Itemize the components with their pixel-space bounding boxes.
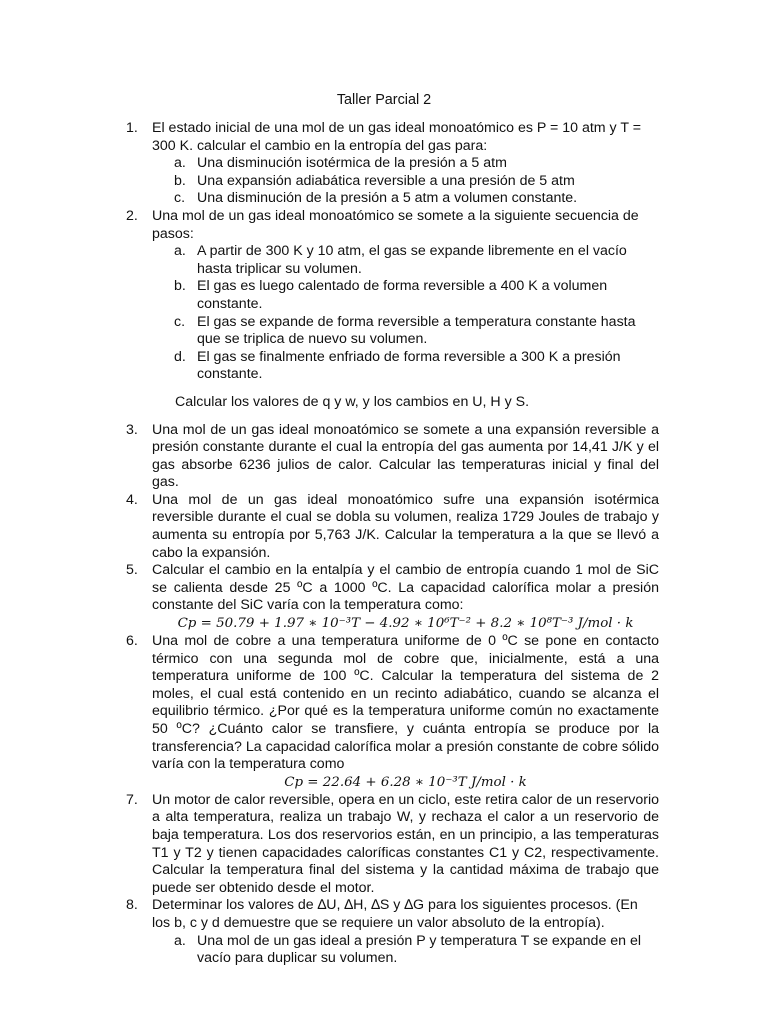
problem-number: 6. (126, 633, 138, 650)
problem-8 (0, 897, 659, 932)
problem-text: Calcular el cambio en la entalpía y el cambio de entropía cuando 1 mol de SiC se calienta desde 25 ºC a 1000 ºC. La capacidad calorífica molar a presión constante del SiC varía con la temperatura como: (152, 562, 659, 614)
problem-1 (0, 120, 659, 155)
problem-number: 7. (126, 791, 138, 808)
part-text: Una disminución isotérmica de la presión a 5 atm (197, 155, 507, 172)
heat-capacity-formula-copper: Cp = 22.64 + 6.28 ∗ 10⁻³T J/mol · k (284, 774, 527, 790)
part-text: El gas se finalmente enfriado de forma reversible a 300 K a presión constante. (197, 348, 621, 383)
problem-8-part-a (0, 933, 659, 968)
part-text: Una expansión adiabática reversible a una presión de 5 atm (197, 172, 575, 189)
problem-text: Una mol de un gas ideal monoatómico se somete a una expansión reversible a presión constante durante el cual la entropía del gas aumenta por 14,41 J/K y el gas absorbe 6236 julios de calor. Calcular las temperaturas inicial y final del gas. (152, 421, 659, 491)
problem-number: 3. (126, 421, 138, 438)
problem-2-part-d (0, 349, 659, 384)
part-letter: d. (174, 348, 186, 365)
problem-text: Determinar los valores de ∆U, ∆H, ∆S y ∆G para los siguientes procesos. (En los b, c y d demuestre que se requiere un valor absoluto de la entropía). (152, 897, 638, 931)
part-letter: b. (174, 172, 186, 189)
problem-number: 8. (126, 897, 138, 914)
part-text: A partir de 300 K y 10 atm, el gas se expande libremente en el vacío hasta triplicar su volumen. (197, 243, 627, 277)
problem-6 (0, 633, 659, 774)
problem-number: 2. (126, 207, 138, 224)
problem-7 (0, 792, 659, 898)
problem-2-part-b (0, 278, 659, 313)
part-letter: c. (174, 190, 186, 207)
problem-number: 1. (126, 120, 138, 136)
problem-1-part-a (0, 155, 659, 173)
problem-5 (0, 562, 659, 615)
heat-capacity-formula-sic: Cp = 50.79 + 1.97 ∗ 10⁻³T − 4.92 ∗ 10⁶T⁻² + 8.2 ∗ 10⁸T⁻³ J/mol · k (177, 616, 634, 632)
problem-text: Una mol de un gas ideal monoatómico se somete a la siguiente secuencia de pasos: (152, 207, 639, 242)
problem-2 (0, 208, 659, 243)
part-letter: a. (174, 243, 186, 260)
problem-1-part-c (0, 190, 659, 208)
part-letter: a. (174, 932, 186, 949)
problem-list (0, 120, 768, 968)
problem-3 (0, 422, 659, 492)
part-text: Una disminución de la presión a 5 atm a volumen constante. (197, 190, 578, 207)
part-letter: b. (174, 278, 186, 295)
problem-4 (0, 492, 659, 562)
problem-text: Una mol de cobre a una temperatura uniforme de 0 ºC se pone en contacto térmico con una segunda mol de cobre que, inicialmente, está a una temperatura uniforme de 100 ºC. Calcular la temperatura del sistema de 2 moles, el cual está contenido en un recinto adiabático, cuando se alcanza el equilibrio térmico. ¿Por qué es la temperatura uniforme común no exactamente 50 ºC? ¿Cuánto calor se transfiere, y cuánta entropía se produce por la transferencia? La capacidad calorífica molar a presión constante de cobre sólido varía con la temperatura como (152, 633, 659, 773)
problem-text: El estado inicial de una mol de un gas ideal monoatómico es P = 10 atm y T = 300 K. calcular el cambio en la entropía del gas para: (152, 120, 641, 154)
problem-text: Un motor de calor reversible, opera en un ciclo, este retira calor de un reservorio a alta temperatura, realiza un trabajo W, y rechaza el calor a un reservorio de baja temperatura. Los dos reservorios están, en un principio, a las temperaturas T1 y T2 y tienen capacidades caloríficas constantes C1 y C2, respectivamente. Calcular la temperatura final del sistema y la cantidad máxima de trabajo que puede ser obtenido desde el motor. (152, 791, 659, 896)
part-text: El gas es luego calentado de forma reversible a 400 K a volumen constante. (197, 278, 608, 312)
part-letter: c. (174, 313, 186, 330)
problem-number: 5. (126, 562, 138, 579)
problem-text: Una mol de un gas ideal monoatómico sufre una expansión isotérmica reversible durante el cual se dobla su volumen, realiza 1729 Joules de trabajo y aumenta su entropía por 5,763 J/K. Calcular la temperatura a la que se llevó a cabo la expansión. (152, 491, 659, 561)
problem-number: 4. (126, 491, 138, 508)
part-letter: a. (174, 155, 186, 172)
problem-1-part-b (0, 173, 659, 191)
page-title: Taller Parcial 2 (336, 92, 432, 108)
problem-2-part-c (0, 314, 659, 349)
problem-2-part-a (0, 243, 659, 278)
part-text: Una mol de un gas ideal a presión P y temperatura T se expande en el vacío para duplicar su volumen. (197, 932, 642, 967)
problem-2-note: Calcular los valores de q y w, y los cambios en U, H y S. (175, 393, 530, 410)
part-text: El gas se expande de forma reversible a temperatura constante hasta que se triplica de nuevo su volumen. (197, 313, 636, 348)
